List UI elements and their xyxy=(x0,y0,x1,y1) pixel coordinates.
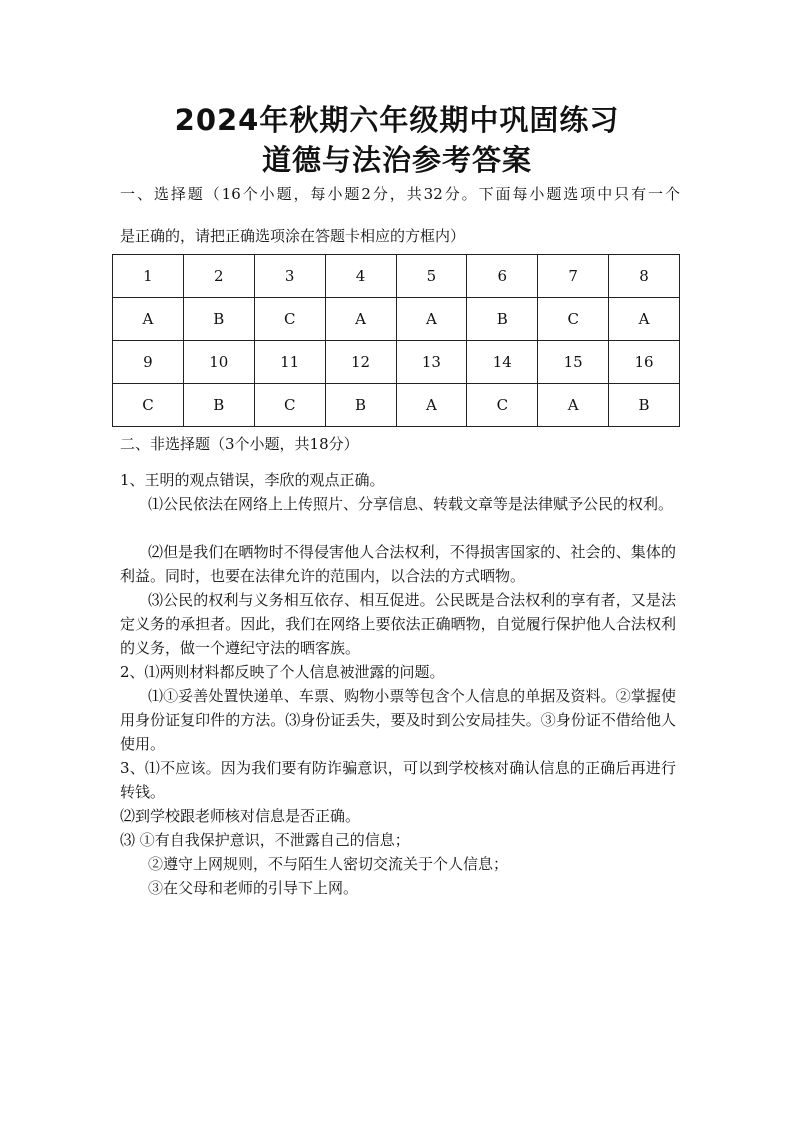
question-number-cell: 10 xyxy=(183,341,254,384)
answer-cell: C xyxy=(254,298,325,341)
question-number-cell: 14 xyxy=(467,341,538,384)
answer-cell: C xyxy=(467,384,538,427)
question-number-cell: 16 xyxy=(609,341,680,384)
answer-cell: B xyxy=(467,298,538,341)
page-title: 2024年秋期六年级期中巩固练习 xyxy=(174,103,620,137)
answer-cell: C xyxy=(538,298,609,341)
section1-heading-line1: 一、选择题（16个小题，每小题2分，共32分。下面每小题选项中只有一个 xyxy=(120,185,680,203)
question-number-cell: 9 xyxy=(113,341,184,384)
question-number-cell: 2 xyxy=(183,255,254,298)
question-number-cell: 7 xyxy=(538,255,609,298)
answer-cell: A xyxy=(396,298,467,341)
answer-cell: A xyxy=(538,384,609,427)
section1-heading-line2: 是正确的，请把正确选项涂在答题卡相应的方框内） xyxy=(120,227,466,245)
q3-point-3b: ②遵守上网规则，不与陌生人密切交流关于个人信息； xyxy=(148,855,509,873)
q1-point-3: ⑶公民的权利与义务相互依存、相互促进。公民既是合法权利的享有者，又是法定义务的承担者。因此，我们在网络上要依法正确晒物，自觉履行保护他人合法权利的义务，做一个遵纪守法的晒客族。 xyxy=(120,591,676,657)
q2-answer: 2、⑴两则材料都反映了个人信息被泄露的问题。 xyxy=(120,663,445,681)
answer-cell: C xyxy=(113,384,184,427)
question-number-cell: 8 xyxy=(609,255,680,298)
q3-point-3a: ⑶ ①有自我保护意识，不泄露自己的信息； xyxy=(120,831,410,849)
answer-cell: B xyxy=(325,384,396,427)
question-number-cell: 3 xyxy=(254,255,325,298)
question-number-cell: 15 xyxy=(538,341,609,384)
answer-row xyxy=(113,384,680,427)
answer-cell: C xyxy=(254,384,325,427)
question-number-cell: 6 xyxy=(467,255,538,298)
q2-point-1: ⑴①妥善处置快递单、车票、购物小票等包含个人信息的单据及资料。②掌握使用身份证复印件的方法。⑶身份证丢失，要及时到公安局挂失。③身份证不借给他人使用。 xyxy=(120,687,676,753)
q1-answer: 1、王明的观点错误，李欣的观点正确。 xyxy=(120,471,385,489)
answer-cell: B xyxy=(183,298,254,341)
question-number-cell: 12 xyxy=(325,341,396,384)
answer-row xyxy=(113,298,680,341)
answer-cell: A xyxy=(113,298,184,341)
section2-heading: 二、非选择题（3个小题，共18分） xyxy=(120,435,359,453)
question-number-row xyxy=(113,341,680,384)
answer-cell: B xyxy=(183,384,254,427)
question-number-cell: 5 xyxy=(396,255,467,298)
question-number-cell: 1 xyxy=(113,255,184,298)
q1-point-1: ⑴公民依法在网络上上传照片、分享信息、转载文章等是法律赋予公民的权利。 xyxy=(148,495,674,513)
q3-answer: 3、⑴不应该。因为我们要有防诈骗意识，可以到学校核对确认信息的正确后再进行转钱。 xyxy=(120,759,676,801)
answer-cell: A xyxy=(325,298,396,341)
answer-cell: A xyxy=(609,298,680,341)
q3-point-2: ⑵到学校跟老师核对信息是否正确。 xyxy=(120,807,361,825)
answer-cell: A xyxy=(396,384,467,427)
q3-point-3c: ③在父母和老师的引导下上网。 xyxy=(148,879,359,897)
page-subtitle: 道德与法治参考答案 xyxy=(261,143,532,177)
question-number-cell: 13 xyxy=(396,341,467,384)
q1-point-2: ⑵但是我们在晒物时不得侵害他人合法权利，不得损害国家的、社会的、集体的利益。同时，也要在法律允许的范围内，以合法的方式晒物。 xyxy=(120,543,676,585)
answer-table xyxy=(112,254,680,427)
question-number-row xyxy=(113,255,680,298)
question-number-cell: 11 xyxy=(254,341,325,384)
answer-cell: B xyxy=(609,384,680,427)
question-number-cell: 4 xyxy=(325,255,396,298)
